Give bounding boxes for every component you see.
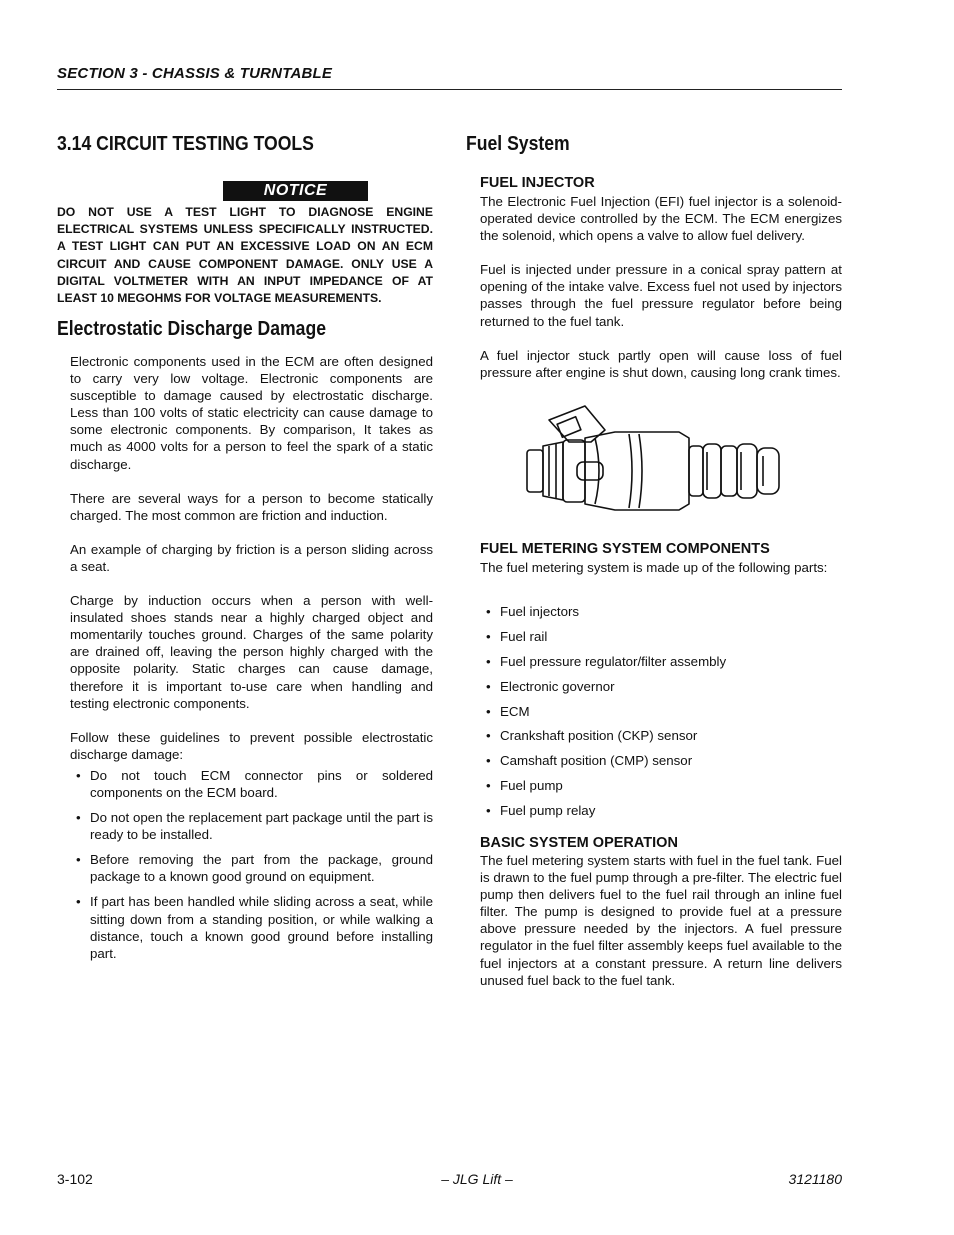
operation-text: The fuel metering system starts with fuel in the fuel tank. Fuel is drawn to the fuel pump through a pre-filter. The electric fuel pump then delivers fuel to the fuel rail through an inline fuel filter. The pump is designed to provide fuel at a pressure above pressure needed by the injectors. A fuel pressure regulator in the fuel filter assembly keeps fuel available to the fuel injectors at a constant pressure. A return line delivers unused fuel back to the fuel tank. — [480, 853, 842, 988]
esd-body — [70, 353, 433, 970]
guidelines-list — [70, 767, 433, 962]
injector-paragraph: The Electronic Fuel Injection (EFI) fuel injector is a solenoid-operated device controlled by the ECM. The ECM energizes the solenoid, which opens a valve to allow fuel delivery. — [480, 194, 842, 244]
components-list — [480, 603, 842, 827]
component-item: • Camshaft position (CMP) sensor — [480, 752, 842, 777]
component-item: • Fuel rail — [480, 628, 842, 653]
component-item: • Fuel pump — [480, 777, 842, 802]
fuel-injector-illustration — [519, 402, 789, 527]
section-title: SECTION 3 - CHASSIS & TURNTABLE — [57, 65, 333, 82]
metering-heading: FUEL METERING SYSTEM COMPONENTS — [480, 541, 770, 557]
esd-paragraph: An example of charging by friction is a person sliding across a seat. — [70, 541, 433, 574]
notice-label: NOTICE — [223, 181, 368, 201]
component-item: • Electronic governor — [480, 678, 842, 703]
injector-paragraph: Fuel is injected under pressure in a conical spray pattern at opening of the intake valve. Excess fuel not used by injectors passes through the fuel pressure regulator before being returned to the fuel tank. — [480, 262, 842, 329]
component-item: • Fuel pressure regulator/filter assembly — [480, 653, 842, 678]
operation-heading: BASIC SYSTEM OPERATION — [480, 835, 678, 851]
header-divider — [57, 89, 842, 90]
publisher-label: – JLG Lift – — [441, 1171, 513, 1187]
esd-paragraph: Electronic components used in the ECM are often designed to carry very low voltage. Electronic components are susceptible to damage caused by electrostatic discharge. Less than 100 volts of static electricity can cause damage to some electronic components. By comparison, It takes as much as 4000 volts for a person to feel the spark of a static discharge. — [70, 354, 433, 472]
document-number: 3121180 — [788, 1171, 842, 1187]
metering-intro: The fuel metering system is made up of the following parts: — [480, 560, 828, 575]
component-item: • Fuel injectors — [480, 603, 842, 628]
injector-paragraph: A fuel injector stuck partly open will cause loss of fuel pressure after engine is shut down, causing long crank times. — [480, 347, 842, 380]
fuel-injector-body — [480, 193, 842, 398]
guideline-item: • Do not open the replacement part package until the part is ready to be installed. — [70, 809, 433, 843]
page-number: 3-102 — [57, 1171, 93, 1187]
esd-paragraph: Charge by induction occurs when a person with well-insulated shoes stands near a highly charged object and momentarily touches ground. Charges of the same polarity are drained off, leaving the person highly charged with the opposite polarity. Static charges can cause damage, therefore it is important to-use care when handling and testing electronic components. — [70, 593, 433, 711]
esd-paragraph: Follow these guidelines to prevent possible electrostatic discharge damage: — [70, 729, 433, 762]
notice-text: DO NOT USE A TEST LIGHT TO DIAGNOSE ENGINE ELECTRICAL SYSTEMS UNLESS SPECIFICALLY INSTRUCTED. A TEST LIGHT CAN PUT AN EXCESSIVE LOAD ON AN ECM CIRCUIT AND CAUSE COMPONENT DAMAGE. ONLY USE A DIGITAL VOLTMETER WITH AN INPUT IMPEDANCE OF AT LEAST 10 MEGOHMS FOR VOLTAGE MEASUREMENTS. — [57, 205, 433, 306]
fuel-system-heading: Fuel System — [466, 133, 570, 155]
circuit-testing-heading: 3.14 CIRCUIT TESTING TOOLS — [57, 133, 314, 155]
esd-paragraph: There are several ways for a person to become statically charged. The most common are friction and induction. — [70, 490, 433, 523]
esd-heading: Electrostatic Discharge Damage — [57, 318, 327, 340]
component-item: • Crankshaft position (CKP) sensor — [480, 727, 842, 752]
component-item: • Fuel pump relay — [480, 802, 842, 827]
fuel-injector-heading: FUEL INJECTOR — [480, 175, 595, 191]
guideline-item: • Do not touch ECM connector pins or soldered components on the ECM board. — [70, 767, 433, 801]
guideline-item: • Before removing the part from the package, ground package to a known good ground on equipment. — [70, 851, 433, 885]
guideline-item: • If part has been handled while sliding across a seat, while sitting down from a standing position, or while walking a distance, touch a known good ground before installing part. — [70, 893, 433, 961]
component-item: • ECM — [480, 703, 842, 728]
